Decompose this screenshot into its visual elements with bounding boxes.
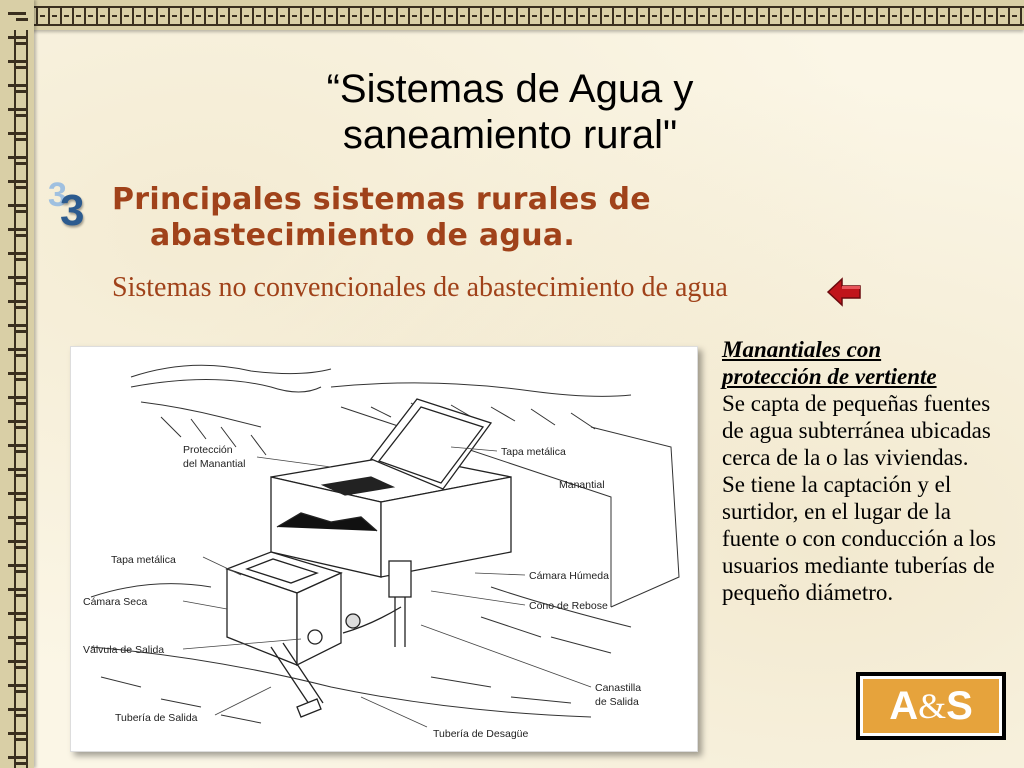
greek-key-top-border [0,0,1024,30]
emphasis-line-1: Manantiales con [722,337,882,362]
description-panel [722,336,1014,606]
label-tuberia-salida: Tubería de Salida [115,712,198,724]
back-arrow-icon[interactable] [826,276,862,308]
description-emphasis [722,336,1014,390]
label-tapa-metalica-left: Tapa metálica [111,554,176,566]
section-number: 3 [60,186,85,235]
description-paragraph-1: Se capta de pequeñas fuentes de agua subterránea ubicadas cerca de la o las viviendas. [722,391,991,470]
label-camara-humeda: Cámara Húmeda [529,570,609,582]
label-canastilla: Canastilla [595,682,642,694]
label-del-manantial: del Manantial [183,458,246,470]
humid-chamber [271,455,511,577]
slide-title: “Sistemas de Agua y saneamiento rural" [326,67,694,157]
logo-letter-s: S [946,683,973,728]
greek-key-left-border [0,0,34,768]
section-number-icon [44,176,100,246]
label-de-salida: de Salida [595,696,639,708]
section-heading: Principales sistemas rurales de abastecimiento de agua. [112,182,651,253]
label-cono-rebose: Cono de Rebose [529,600,608,612]
label-manantial: Manantial [559,479,605,491]
section-number-shadow: 3 [48,176,67,214]
description-paragraph-2: Se tiene la captación y el surtidor, en el lugar de la fuente o con conducción a los usuarios mediante tuberías de pequeño diámetro. [722,472,996,605]
dry-chamber [227,552,341,665]
emphasis-line-2: protección de vertiente [722,364,937,389]
label-valvula-salida: Válvula de Salida [83,644,165,656]
label-proteccion: Protección [183,444,233,456]
spring-protection-diagram [70,346,698,752]
section-subheading: Sistemas no convencionales de abastecimiento de agua [112,272,728,303]
label-tapa-metalica-top: Tapa metálica [501,446,566,458]
label-camara-seca: Cámara Seca [83,596,148,608]
label-tuberia-desague: Tubería de Desagüe [433,728,529,740]
logo-letter-a: A [889,683,919,728]
logo-ampersand: & [918,686,947,726]
as-logo-inner [860,676,1002,736]
as-logo [856,672,1006,740]
